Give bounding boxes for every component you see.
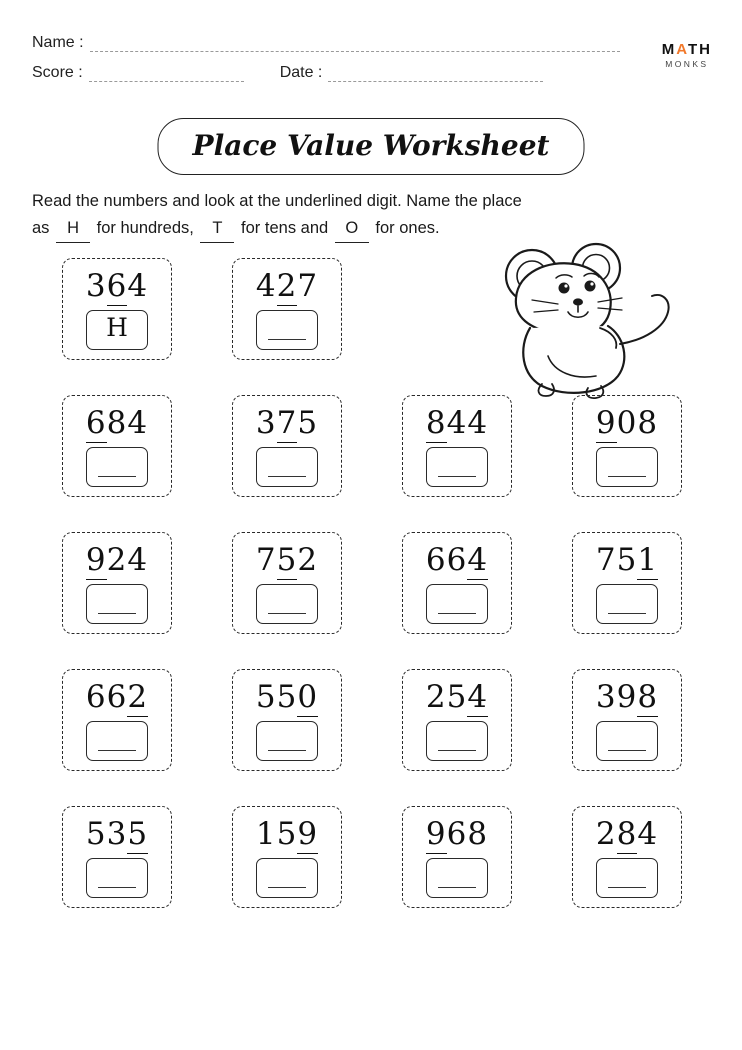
- answer-rule: [608, 887, 646, 888]
- digit-underlined: 8: [616, 816, 638, 852]
- problem-number: [573, 814, 681, 854]
- answer-rule: [268, 613, 306, 614]
- name-input[interactable]: [90, 38, 620, 52]
- digit-post: 4: [127, 268, 149, 304]
- digit-pre: 39: [595, 679, 638, 715]
- digit-pre: 75: [595, 542, 638, 578]
- logo-prefix: M: [661, 41, 677, 58]
- problem-row: [32, 258, 712, 395]
- answer-rule: [438, 750, 476, 751]
- digit-pre: 3: [85, 268, 107, 304]
- logo-accent-letter: A: [676, 41, 688, 58]
- digit-underlined: 6: [85, 405, 107, 441]
- answer-rule: [268, 887, 306, 888]
- problem-card: [62, 669, 172, 771]
- score-label: Score :: [32, 64, 83, 81]
- answer-rule: [268, 476, 306, 477]
- problem-card: [232, 532, 342, 634]
- problem-cell: [202, 669, 372, 806]
- worksheet-header: [32, 22, 710, 102]
- key-hundreds: H: [56, 215, 90, 243]
- digit-pre: 55: [255, 679, 298, 715]
- problem-number: [63, 677, 171, 717]
- answer-input[interactable]: [86, 858, 148, 898]
- worksheet-title-box: [158, 118, 585, 175]
- logo-primary-text: [662, 42, 712, 57]
- problem-row: [32, 532, 712, 669]
- problem-cell-empty: [372, 258, 542, 395]
- answer-rule: [98, 750, 136, 751]
- digit-pre: 25: [425, 679, 468, 715]
- digit-underlined: 4: [467, 542, 489, 578]
- answer-rule: [98, 887, 136, 888]
- problem-number: [233, 814, 341, 854]
- problem-cell: [372, 532, 542, 669]
- digit-post: 24: [106, 542, 149, 578]
- problem-card: [402, 532, 512, 634]
- digit-underlined: 8: [637, 679, 659, 715]
- problem-cell: [542, 806, 712, 943]
- problem-number: [233, 540, 341, 580]
- problem-card: [402, 806, 512, 908]
- answer-input[interactable]: [256, 310, 318, 350]
- digit-pre: 53: [85, 816, 128, 852]
- problem-number: [403, 540, 511, 580]
- answer-input[interactable]: [596, 584, 658, 624]
- answer-input[interactable]: [86, 310, 148, 350]
- answer-input[interactable]: [426, 858, 488, 898]
- digit-pre: 66: [425, 542, 468, 578]
- score-input[interactable]: [89, 68, 244, 82]
- problem-card: [232, 258, 342, 360]
- digit-underlined: 4: [467, 679, 489, 715]
- problem-card: [62, 395, 172, 497]
- problem-number: [233, 266, 341, 306]
- answer-input[interactable]: [256, 858, 318, 898]
- digit-post: 84: [106, 405, 149, 441]
- problem-row: [32, 669, 712, 806]
- problem-number: [63, 540, 171, 580]
- instructions-line2-mid1: for hundreds,: [96, 219, 194, 237]
- answer-rule: [438, 476, 476, 477]
- digit-underlined: 2: [127, 679, 149, 715]
- score-date-field-row: [32, 52, 710, 82]
- answer-input[interactable]: [256, 447, 318, 487]
- problem-number: [233, 403, 341, 443]
- digit-post: 44: [446, 405, 489, 441]
- answer-rule: [268, 750, 306, 751]
- problem-cell: [32, 258, 202, 395]
- problem-card: [232, 806, 342, 908]
- answer-rule: [98, 476, 136, 477]
- problem-card: [402, 669, 512, 771]
- answer-input[interactable]: [86, 721, 148, 761]
- problem-row: [32, 806, 712, 943]
- problem-cell: [32, 532, 202, 669]
- digit-post: 2: [297, 542, 319, 578]
- key-tens: T: [200, 215, 234, 243]
- answer-input[interactable]: [86, 584, 148, 624]
- answer-input[interactable]: [86, 447, 148, 487]
- answer-value: H: [106, 313, 128, 342]
- digit-post: 68: [446, 816, 489, 852]
- digit-pre: 4: [255, 268, 277, 304]
- problem-card: [62, 806, 172, 908]
- problem-number: [403, 814, 511, 854]
- digit-pre: 7: [255, 542, 277, 578]
- answer-rule: [268, 339, 306, 340]
- answer-rule: [608, 476, 646, 477]
- brand-logo: [662, 42, 712, 69]
- digit-post: 5: [297, 405, 319, 441]
- problem-card: [232, 395, 342, 497]
- digit-underlined: 5: [276, 542, 298, 578]
- answer-input[interactable]: [256, 721, 318, 761]
- instructions-line2-pre: as: [32, 219, 50, 237]
- page-title: Place Value Worksheet: [192, 129, 550, 162]
- digit-pre: 3: [255, 405, 277, 441]
- problem-card: [62, 258, 172, 360]
- problem-cell: [372, 806, 542, 943]
- problem-number: [573, 677, 681, 717]
- problem-cell: [542, 395, 712, 532]
- digit-underlined: 6: [106, 268, 128, 304]
- date-label: Date :: [279, 64, 323, 81]
- problem-number: [403, 403, 511, 443]
- digit-pre: 15: [255, 816, 298, 852]
- problem-cell: [32, 669, 202, 806]
- digit-underlined: 5: [127, 816, 149, 852]
- digit-underlined: 9: [297, 816, 319, 852]
- answer-input[interactable]: [426, 447, 488, 487]
- problem-cell: [542, 669, 712, 806]
- problem-card: [572, 532, 682, 634]
- digit-underlined: 9: [595, 405, 617, 441]
- problem-cell: [202, 806, 372, 943]
- problem-cell: [202, 258, 372, 395]
- problem-cell: [202, 395, 372, 532]
- digit-underlined: 0: [297, 679, 319, 715]
- problem-cell: [202, 532, 372, 669]
- problem-cell: [372, 669, 542, 806]
- problem-card: [572, 395, 682, 497]
- problem-number: [63, 814, 171, 854]
- problem-card: [232, 669, 342, 771]
- answer-rule: [438, 613, 476, 614]
- problem-cell: [542, 532, 712, 669]
- problem-number: [573, 540, 681, 580]
- problem-number: [63, 403, 171, 443]
- problem-cell: [32, 806, 202, 943]
- digit-underlined: 1: [637, 542, 659, 578]
- digit-pre: 66: [85, 679, 128, 715]
- problem-number: [233, 677, 341, 717]
- digit-underlined: 7: [276, 405, 298, 441]
- problem-grid: [32, 258, 712, 943]
- instructions-line2-mid2: for tens and: [241, 219, 329, 237]
- problem-card: [572, 806, 682, 908]
- problem-card: [572, 669, 682, 771]
- digit-underlined: 9: [85, 542, 107, 578]
- digit-post: 08: [616, 405, 659, 441]
- problem-card: [62, 532, 172, 634]
- digit-underlined: 8: [425, 405, 447, 441]
- problem-cell: [32, 395, 202, 532]
- instructions-line-1: Read the numbers and look at the underlined digit. Name the place: [32, 192, 522, 210]
- problem-row: [32, 395, 712, 532]
- problem-card: [402, 395, 512, 497]
- digit-pre: 2: [595, 816, 617, 852]
- name-label: Name :: [32, 34, 84, 51]
- name-field-row: [32, 22, 710, 52]
- logo-suffix: TH: [688, 41, 712, 58]
- answer-rule: [98, 613, 136, 614]
- answer-input[interactable]: [426, 721, 488, 761]
- answer-input[interactable]: [596, 447, 658, 487]
- answer-rule: [608, 750, 646, 751]
- digit-post: 7: [297, 268, 319, 304]
- problem-number: [63, 266, 171, 306]
- problem-number: [403, 677, 511, 717]
- logo-secondary-text: MONKS: [665, 59, 709, 69]
- problem-cell: [372, 395, 542, 532]
- instructions-line2-end: for ones.: [375, 219, 440, 237]
- answer-rule: [608, 613, 646, 614]
- answer-input[interactable]: [426, 584, 488, 624]
- digit-underlined: 2: [276, 268, 298, 304]
- answer-rule: [438, 887, 476, 888]
- answer-input[interactable]: [596, 858, 658, 898]
- digit-post: 4: [637, 816, 659, 852]
- problem-number: [573, 403, 681, 443]
- problem-cell-empty: [542, 258, 712, 395]
- answer-input[interactable]: [596, 721, 658, 761]
- key-ones: O: [335, 215, 369, 243]
- answer-input[interactable]: [256, 584, 318, 624]
- instructions: [32, 188, 692, 243]
- date-input[interactable]: [328, 68, 543, 82]
- digit-underlined: 9: [425, 816, 447, 852]
